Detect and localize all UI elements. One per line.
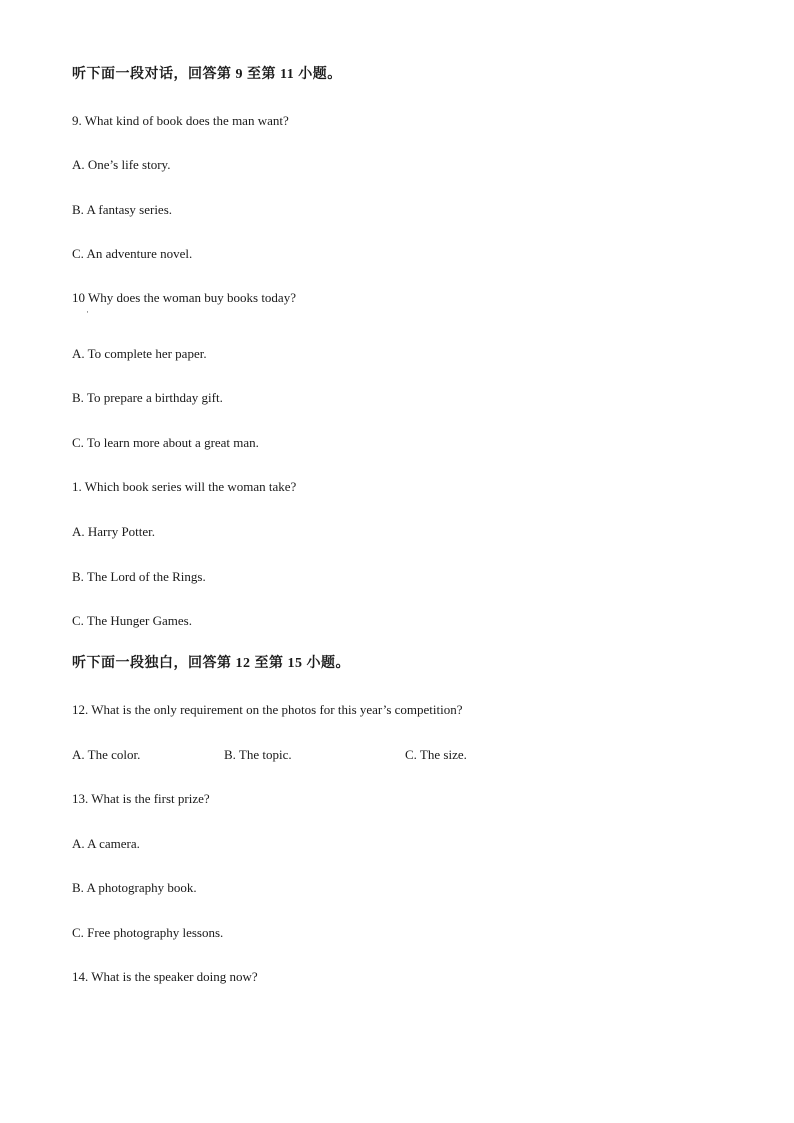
question-11: 1. Which book series will the woman take?: [72, 479, 297, 494]
option-13c: C. Free photography lessons.: [72, 925, 224, 940]
option-12b: B. The topic.: [224, 747, 292, 762]
option-13a: A. A camera.: [72, 836, 140, 851]
question-9: 9. What kind of book does the man want?: [72, 113, 289, 128]
option-9b: B. A fantasy series.: [72, 202, 173, 217]
section-heading-monologue: 听下面一段独白，回答第 12 至第 15 小题。: [72, 656, 350, 671]
option-10a: A. To complete her paper.: [72, 346, 207, 361]
question-10: 10 Why does the woman buy books today?: [72, 290, 296, 305]
option-12a: A. The color.: [72, 747, 141, 762]
option-10b: B. To prepare a birthday gift.: [72, 390, 223, 405]
section-heading-dialogue: 听下面一段对话，回答第 9 至第 11 小题。: [72, 67, 342, 82]
option-11a: A. Harry Potter.: [72, 524, 156, 539]
question-13: 13. What is the first prize?: [72, 791, 210, 806]
option-9c: C. An adventure novel.: [72, 246, 193, 261]
question-14: 14. What is the speaker doing now?: [72, 969, 258, 984]
stray-mark: ·: [86, 307, 89, 317]
option-12c: C. The size.: [405, 747, 467, 762]
option-11c: C. The Hunger Games.: [72, 613, 192, 628]
option-9a: A. One’s life story.: [72, 157, 171, 172]
option-10c: C. To learn more about a great man.: [72, 435, 259, 450]
option-13b: B. A photography book.: [72, 880, 197, 895]
question-12: 12. What is the only requirement on the photos for this year’s competition?: [72, 702, 463, 717]
option-11b: B. The Lord of the Rings.: [72, 569, 206, 584]
